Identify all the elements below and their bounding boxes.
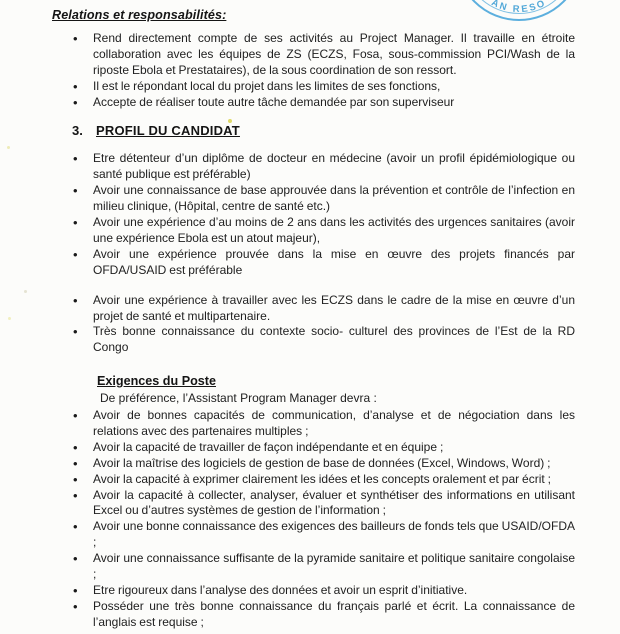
bullet-icon: • [73,30,78,46]
bullet-text: Avoir une expérience à travailler avec les ECZS dans le cadre de la mise en œuvre d’un projet de santé et multipartenaire. [93,292,575,323]
profil-bullet-list-b [70,293,575,357]
bullet-item [70,472,575,488]
stamp-arc-text: AN RESO [489,0,549,16]
section-heading-relations: Relations et responsabilités: [52,8,227,22]
document-content [0,6,620,631]
bullet-item [70,456,575,472]
bullet-text: Posséder une très bonne connaissance du français parlé et écrit. La connaissance de l’anglais est requise ; [93,598,575,629]
bullet-item [70,440,575,456]
bullet-text: Avoir une connaissance suffisante de la pyramide sanitaire et politique sanitaire congolaise ; [93,551,575,582]
bullet-text: Etre détenteur d’un diplôme de docteur en médecine (avoir un profil épidémiologique ou santé publique est préférable) [93,151,575,182]
profil-bullet-list-a [70,151,575,278]
bullet-icon: • [73,471,78,487]
bullet-icon: • [73,78,78,94]
bullet-icon: • [73,246,78,262]
bullet-icon: • [73,324,78,340]
bullet-icon: • [73,583,78,598]
bullet-text: Rend directement compte de ses activités au Project Manager. Il travaille en étroite collaboration avec les équipes de ZS (ECZS, Fosa, sous-commission PCI/Wash de la riposte Ebola et Prestataires), de la sous coordination de son ressort. [93,30,575,77]
bullet-item [70,583,575,599]
bullet-item [70,293,575,325]
bullet-item [70,599,575,631]
bullet-text: Etre rigoureux dans l’analyse des données et avoir un esprit d’initiative. [93,583,468,597]
bullet-text: Avoir une bonne connaissance des exigences des bailleurs de fonds tels que USAID/OFDA ; [93,519,575,550]
bullet-text: Très bonne connaissance du contexte socio- culturel des provinces de l’Est de la RD Congo [93,324,575,355]
bullet-text: Avoir la capacité à exprimer clairement les idées et les concepts oralement et par écrit ; [93,471,551,486]
bullet-item [70,519,575,551]
bullet-icon: • [73,519,78,535]
bullet-item [70,79,575,95]
bullet-item [70,324,575,356]
bullet-item [70,408,575,440]
exigences-bullet-list [70,408,575,631]
bullet-item [70,95,575,111]
bullet-icon: • [73,598,78,614]
bullet-text: Avoir la capacité à collecter, analyser, évaluer et synthétiser des informations en utilisant Excel ou d’autres systèmes de gestion de l’information ; [93,487,575,518]
bullet-item [70,215,575,247]
bullet-icon: • [73,487,78,503]
bullet-item [70,247,575,279]
bullet-icon: • [73,94,78,110]
bullet-text: Il est le répondant local du projet dans les limites de ses fonctions, [93,78,441,93]
bullet-text: Avoir une expérience prouvée dans la mise en œuvre des projets financés par OFDA/USAID est préférable [93,246,575,277]
bullet-item [70,551,575,583]
bullet-icon: • [73,455,78,471]
bullet-text: Avoir une connaissance de base approuvée dans la prévention et contrôle de l’infection en milieu clinique, (Hôpital, centre de santé etc.) [93,183,575,214]
bullet-text: Avoir une expérience d’au moins de 2 ans dans les activités des urgences sanitaires (avoir une expérience Ebola est un atout majeur), [93,214,575,245]
paragraph-gap [0,279,620,293]
bullet-icon: • [73,292,78,308]
bullet-icon: • [73,408,78,424]
bullet-icon: • [73,214,78,230]
relations-bullet-list [70,31,575,111]
bullet-item [70,151,575,183]
bullet-text: Avoir la maîtrise des logiciels de gestion de base de données (Excel, Windows, Word) ; [93,455,551,470]
section-heading-profil [72,123,620,139]
bullet-item [70,488,575,520]
section-number: 3. [72,123,83,139]
bullet-icon: • [73,439,78,455]
bullet-icon: • [73,151,78,167]
bullet-text: Avoir de bonnes capacités de communication, d’analyse et de négociation dans les relations avec des partenaires multiples ; [93,408,575,438]
bullet-icon: • [73,551,78,567]
bullet-text: Accepte de réaliser toute autre tâche demandée par son superviseur [93,94,455,109]
bullet-item [70,183,575,215]
bullet-item [70,31,575,79]
section-title: PROFIL DU CANDIDAT [96,123,240,139]
bullet-text: Avoir la capacité de travailler de façon indépendante et en équipe ; [93,439,444,454]
section-heading-exigences: Exigences du Poste [97,374,216,389]
exigences-intro: De préférence, l’Assistant Program Manager devra : [100,391,377,406]
bullet-icon: • [73,183,78,199]
